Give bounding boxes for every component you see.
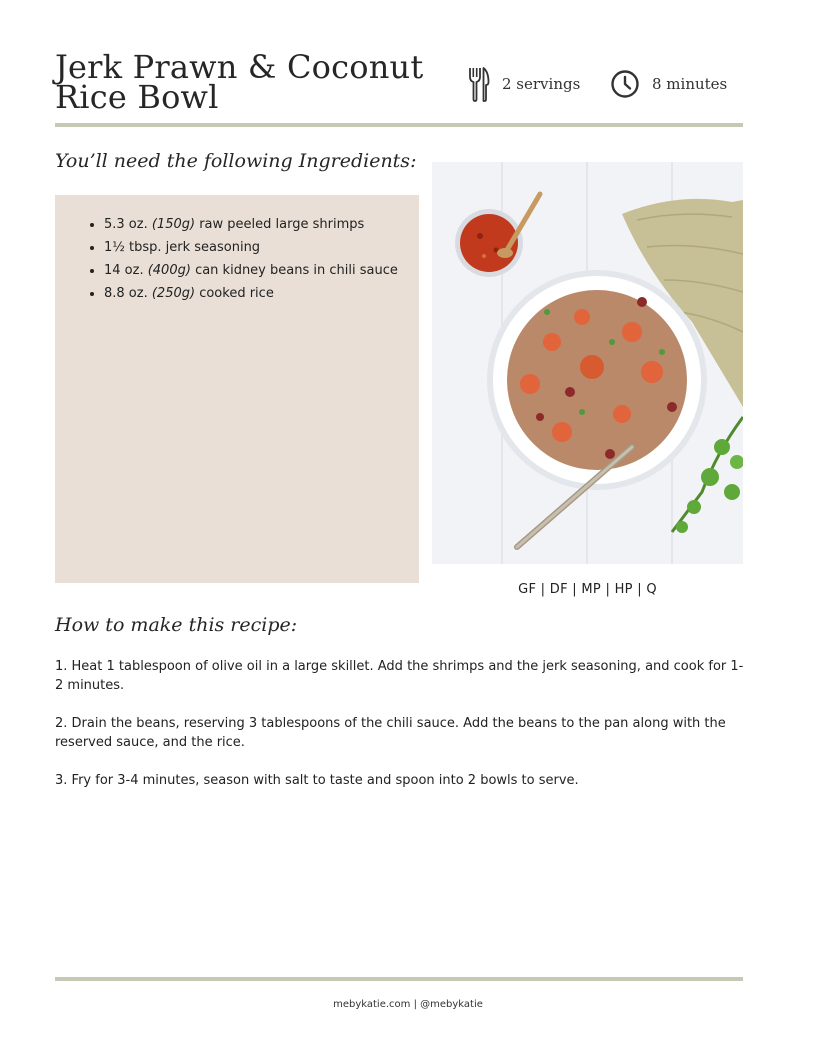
header-divider: [55, 123, 743, 127]
time-info: [610, 66, 727, 102]
ingredients-panel: [55, 195, 419, 583]
ingredient-item: • 5.3 oz. (150g) raw peeled large shrimps: [104, 213, 419, 236]
method-step: 3. Fry for 3-4 minutes, season with salt to taste and spoon into 2 bowls to serve.: [55, 773, 579, 788]
method-steps: [55, 657, 745, 809]
ingredient-item: • 8.8 oz. (250g) cooked rice: [104, 282, 419, 305]
ingredients-heading: You’ll need the following Ingredients:: [55, 150, 417, 172]
fork-knife-icon: [468, 66, 490, 102]
diet-tags: GF | DF | MP | HP | Q: [518, 582, 657, 597]
recipe-photo: [432, 162, 743, 564]
servings-text: 2 servings: [502, 75, 581, 93]
recipe-title: Jerk Prawn & Coconut Rice Bowl: [55, 48, 424, 116]
footer-divider: [55, 977, 743, 981]
ingredient-item: • 14 oz. (400g) can kidney beans in chili sauce: [104, 259, 419, 282]
footer-credit: mebykatie.com | @mebykatie: [333, 999, 483, 1010]
ingredients-list: [55, 195, 419, 305]
time-text: 8 minutes: [652, 75, 728, 93]
method-heading: How to make this recipe:: [55, 614, 298, 636]
method-step: 1. Heat 1 tablespoon of olive oil in a large skillet. Add the shrimps and the jerk seasoning, and cook for 1-2 minutes.: [55, 659, 744, 693]
method-step: 2. Drain the beans, reserving 3 tablespoons of the chili sauce. Add the beans to the pan along with the reserved sauce, and the rice.: [55, 716, 726, 750]
servings-info: [468, 66, 580, 102]
clock-icon: [610, 69, 640, 99]
ingredient-item: • 1½ tbsp. jerk seasoning: [104, 236, 419, 259]
